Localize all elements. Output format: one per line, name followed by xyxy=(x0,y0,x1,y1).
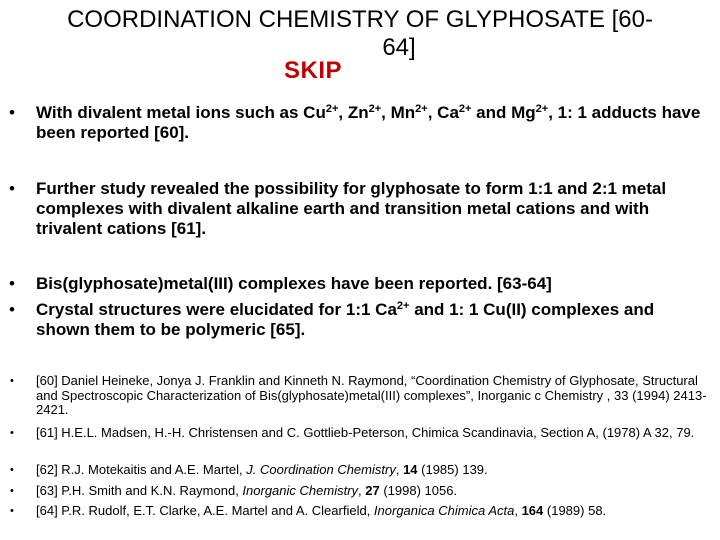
volume-number: 14 xyxy=(403,462,418,477)
bullet-text: , Zn xyxy=(338,103,369,122)
bullet-divalent-adducts xyxy=(9,103,712,143)
journal-name: Inorganica Chimica Acta xyxy=(373,503,515,518)
reference-62 xyxy=(10,462,712,478)
bullet-text: and Mg xyxy=(471,103,536,122)
charge-superscript: 2+ xyxy=(325,103,339,115)
bullet-dot: • xyxy=(10,375,14,387)
charge-superscript: 2+ xyxy=(535,103,549,115)
reference-text: , xyxy=(358,483,366,498)
bullet-dot: • xyxy=(10,485,14,497)
bullet-text: , 1: 1 adducts have been reported [60]. xyxy=(36,103,701,142)
bullet-dot: • xyxy=(9,103,15,122)
bullet-text: With divalent metal ions such as Cu xyxy=(36,103,326,122)
bullet-dot: • xyxy=(10,464,14,476)
reference-text: [63] P.H. Smith and K.N. Raymond, xyxy=(36,483,243,498)
skip-label: SKIP xyxy=(284,57,343,84)
reference-text: (1985) 139. xyxy=(417,462,488,477)
slide-title xyxy=(0,6,720,62)
bullet-text: Crystal structures were elucidated for 1:1 Ca xyxy=(36,300,397,319)
volume-number: 164 xyxy=(521,503,544,518)
journal-name: J. Coordination Chemistry xyxy=(246,462,396,477)
bullet-text: Bis(glyphosate)metal(III) complexes have been reported. [63-64] xyxy=(36,274,552,293)
journal-name: Inorganic Chemistry xyxy=(242,483,359,498)
bullet-text: Further study revealed the possibility for glyphosate to form 1:1 and 2:1 metal complexes with divalent alkaline earth and transition metal cations and with trivalent cations [61]. xyxy=(36,179,667,238)
bullet-bis-glyphosate xyxy=(9,274,712,294)
reference-text: [62] R.J. Motekaitis and A.E. Martel, xyxy=(36,462,247,477)
charge-superscript: 2+ xyxy=(415,103,428,115)
title-line-1: COORDINATION CHEMISTRY OF GLYPHOSATE [60- xyxy=(67,6,653,33)
charge-superscript: 2+ xyxy=(458,103,472,115)
bullet-crystal-structures xyxy=(9,300,712,340)
title-line-2: 64] xyxy=(382,34,416,61)
bullet-text: and 1: 1 Cu(II) complexes and shown them to be polymeric [65]. xyxy=(36,300,655,339)
reference-text: (1989) 58. xyxy=(543,503,607,518)
bullet-dot: • xyxy=(10,505,14,517)
reference-60 xyxy=(10,373,712,418)
charge-superscript: 2+ xyxy=(396,300,410,312)
bullet-dot: • xyxy=(9,274,15,293)
reference-text: [61] H.E.L. Madsen, H.-H. Christensen and C. Gottlieb-Peterson, Chimica Scandinavia, Section A, (1978) A 32, 79. xyxy=(36,425,695,440)
reference-text: [60] Daniel Heineke, Jonya J. Franklin and Kinneth N. Raymond, “Coordination Chemistry of Glyphosate, Structural and Spectroscopic Characterization of Bis(glyphosate)metal(III) complexes”, Inorganic c Chemistry , 33 (1994) 2413-2421. xyxy=(36,373,707,417)
reference-64 xyxy=(10,503,712,519)
reference-61 xyxy=(10,425,712,441)
reference-text: [64] P.R. Rudolf, E.T. Clarke, A.E. Martel and A. Clearfield, xyxy=(36,503,374,518)
bullet-text: , Ca xyxy=(427,103,459,122)
bullet-text: , Mn xyxy=(381,103,416,122)
bullet-dot: • xyxy=(10,427,14,439)
bullet-dot: • xyxy=(9,300,15,319)
reference-text: , xyxy=(395,462,404,477)
charge-superscript: 2+ xyxy=(368,103,382,115)
reference-text: , xyxy=(514,503,522,518)
reference-text: (1998) 1056. xyxy=(379,483,458,498)
reference-63 xyxy=(10,483,712,499)
volume-number: 27 xyxy=(365,483,380,498)
bullet-dot: • xyxy=(9,179,15,198)
bullet-further-study xyxy=(9,179,712,239)
